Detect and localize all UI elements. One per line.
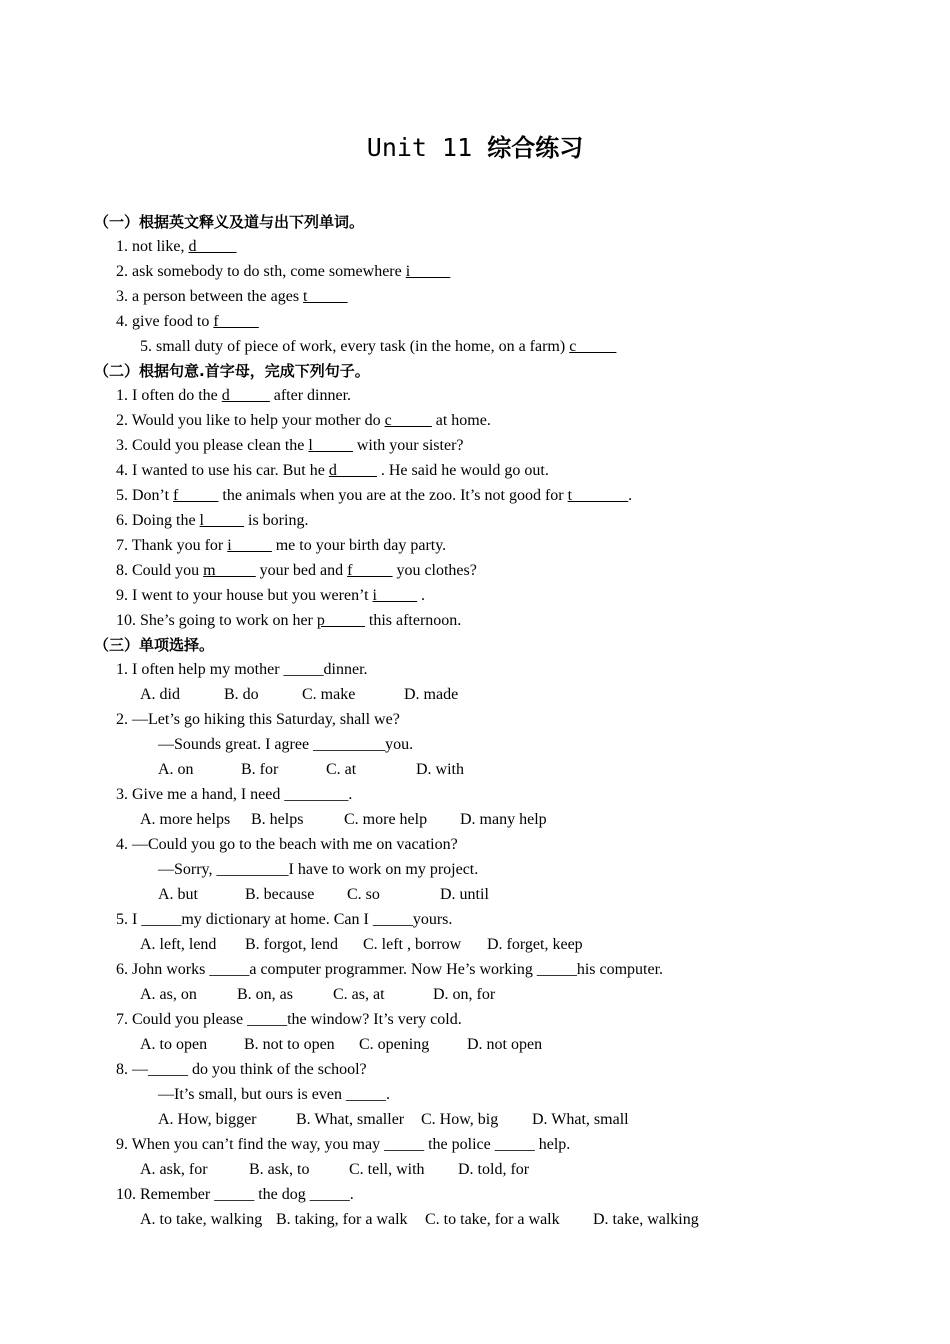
option: B. ask, to <box>249 1161 310 1178</box>
s1-item-3: 3. a person between the ages t_____ <box>116 288 348 305</box>
option: B. helps <box>251 811 304 828</box>
s3-options-10 <box>0 1210 699 1330</box>
s3-question-6: 6. John works _____a computer programmer. Now He’s working _____his computer. <box>116 961 664 978</box>
s2-item-4: 4. I wanted to use his car. But he d_____ . He said he would go out. <box>116 462 549 479</box>
option: D. take, walking <box>593 1211 699 1228</box>
option: D. What, small <box>532 1111 629 1128</box>
s3-question-5: 5. I _____my dictionary at home. Can I _____yours. <box>116 911 453 928</box>
answer-blank: d_____ <box>188 238 237 255</box>
option: C. opening <box>359 1036 430 1053</box>
s2-item-3: 3. Could you please clean the l_____ with your sister? <box>116 437 464 454</box>
option: A. as, on <box>140 986 197 1003</box>
s3-question-9: 9. When you can’t find the way, you may _____ the police _____ help. <box>116 1136 571 1153</box>
option: D. with <box>416 761 464 778</box>
s2-item-1: 1. I often do the d_____ after dinner. <box>116 387 352 404</box>
section3-heading: （三）单项选择。 <box>94 636 215 654</box>
s2-item-6: 6. Doing the l_____ is boring. <box>116 512 309 529</box>
s3-question-1: 1. I often help my mother _____dinner. <box>116 661 368 678</box>
option: D. many help <box>460 811 547 828</box>
option: A. left, lend <box>140 936 217 953</box>
answer-blank: m_____ <box>203 562 256 579</box>
option: B. for <box>241 761 279 778</box>
answer-blank: d_____ <box>328 462 377 479</box>
answer-blank: i_____ <box>227 537 272 554</box>
s3-question-8: 8. —_____ do you think of the school? <box>116 1061 367 1078</box>
answer-blank: l_____ <box>308 437 353 454</box>
s2-item-8: 8. Could you m_____ your bed and f_____ you clothes? <box>116 562 477 579</box>
answer-blank: t_______ <box>567 487 629 504</box>
s2-item-9: 9. I went to your house but you weren’t i_____ . <box>116 587 425 604</box>
s1-item-1: 1. not like, d_____ <box>116 238 237 255</box>
option: B. not to open <box>244 1036 335 1053</box>
option: C. tell, with <box>349 1161 425 1178</box>
s3-question-10: 10. Remember _____ the dog _____. <box>116 1186 354 1203</box>
s2-item-2: 2. Would you like to help your mother do c_____ at home. <box>116 412 491 429</box>
answer-blank: c_____ <box>569 338 617 355</box>
page-title <box>0 128 950 163</box>
s3-reply-8: —It’s small, but ours is even _____. <box>158 1086 390 1103</box>
answer-blank: p_____ <box>316 612 365 629</box>
title-latin: Unit 11 <box>366 133 473 162</box>
option: C. left , borrow <box>363 936 462 953</box>
s3-reply-2: —Sounds great. I agree _________you. <box>158 736 414 753</box>
answer-blank: l_____ <box>199 512 244 529</box>
option: A. did <box>140 686 180 703</box>
option: A. on <box>158 761 194 778</box>
option: A. more helps <box>140 811 231 828</box>
option: D. on, for <box>433 986 496 1003</box>
s2-item-5: 5. Don’t f_____ the animals when you are at the zoo. It’s not good for t_______. <box>116 487 633 504</box>
option: C. more help <box>344 811 428 828</box>
option: A. ask, for <box>140 1161 208 1178</box>
option: A. but <box>158 886 198 903</box>
option: C. How, big <box>421 1111 499 1128</box>
option: C. to take, for a walk <box>425 1211 560 1228</box>
option: D. told, for <box>458 1161 530 1178</box>
title-chinese: 综合练习 <box>487 134 584 162</box>
s3-question-2: 2. —Let’s go hiking this Saturday, shall we? <box>116 711 400 728</box>
s2-item-7: 7. Thank you for i_____ me to your birth day party. <box>116 537 447 554</box>
s1-item-2: 2. ask somebody to do sth, come somewhere i_____ <box>116 263 451 280</box>
option: B. on, as <box>237 986 293 1003</box>
answer-blank: t_____ <box>303 288 348 305</box>
s1-item-4: 4. give food to f_____ <box>116 313 259 330</box>
s3-question-4: 4. —Could you go to the beach with me on vacation? <box>116 836 458 853</box>
s2-item-10: 10. She’s going to work on her p_____ this afternoon. <box>116 612 462 629</box>
option: C. make <box>302 686 356 703</box>
answer-blank: f_____ <box>213 313 259 330</box>
option: C. so <box>347 886 380 903</box>
option: B. taking, for a walk <box>276 1211 408 1228</box>
option: C. at <box>326 761 357 778</box>
option: B. because <box>245 886 315 903</box>
answer-blank: d_____ <box>221 387 270 404</box>
option: A. to open <box>140 1036 208 1053</box>
s3-reply-4: —Sorry, _________I have to work on my project. <box>158 861 479 878</box>
option: B. forgot, lend <box>245 936 339 953</box>
s1-item-5: 5. small duty of piece of work, every task (in the home, on a farm) c_____ <box>140 338 617 355</box>
option: A. How, bigger <box>158 1111 257 1128</box>
option: B. do <box>224 686 259 703</box>
section2-heading: （二）根据句意.首字母，完成下列句子。 <box>94 362 370 380</box>
answer-blank: i_____ <box>372 587 417 604</box>
option: D. made <box>404 686 459 703</box>
answer-blank: f_____ <box>173 487 219 504</box>
option: D. not open <box>467 1036 543 1053</box>
option: A. to take, walking <box>140 1211 263 1228</box>
s3-question-7: 7. Could you please _____the window? It’s very cold. <box>116 1011 462 1028</box>
answer-blank: c_____ <box>384 412 432 429</box>
section1-heading: （一）根据英文释义及道与出下列单词。 <box>94 213 365 231</box>
option: D. until <box>440 886 489 903</box>
option: C. as, at <box>333 986 385 1003</box>
option: B. What, smaller <box>296 1111 405 1128</box>
answer-blank: i_____ <box>405 263 451 280</box>
answer-blank: f_____ <box>347 562 393 579</box>
option: D. forget, keep <box>487 936 583 953</box>
s3-question-3: 3. Give me a hand, I need ________. <box>116 786 353 803</box>
